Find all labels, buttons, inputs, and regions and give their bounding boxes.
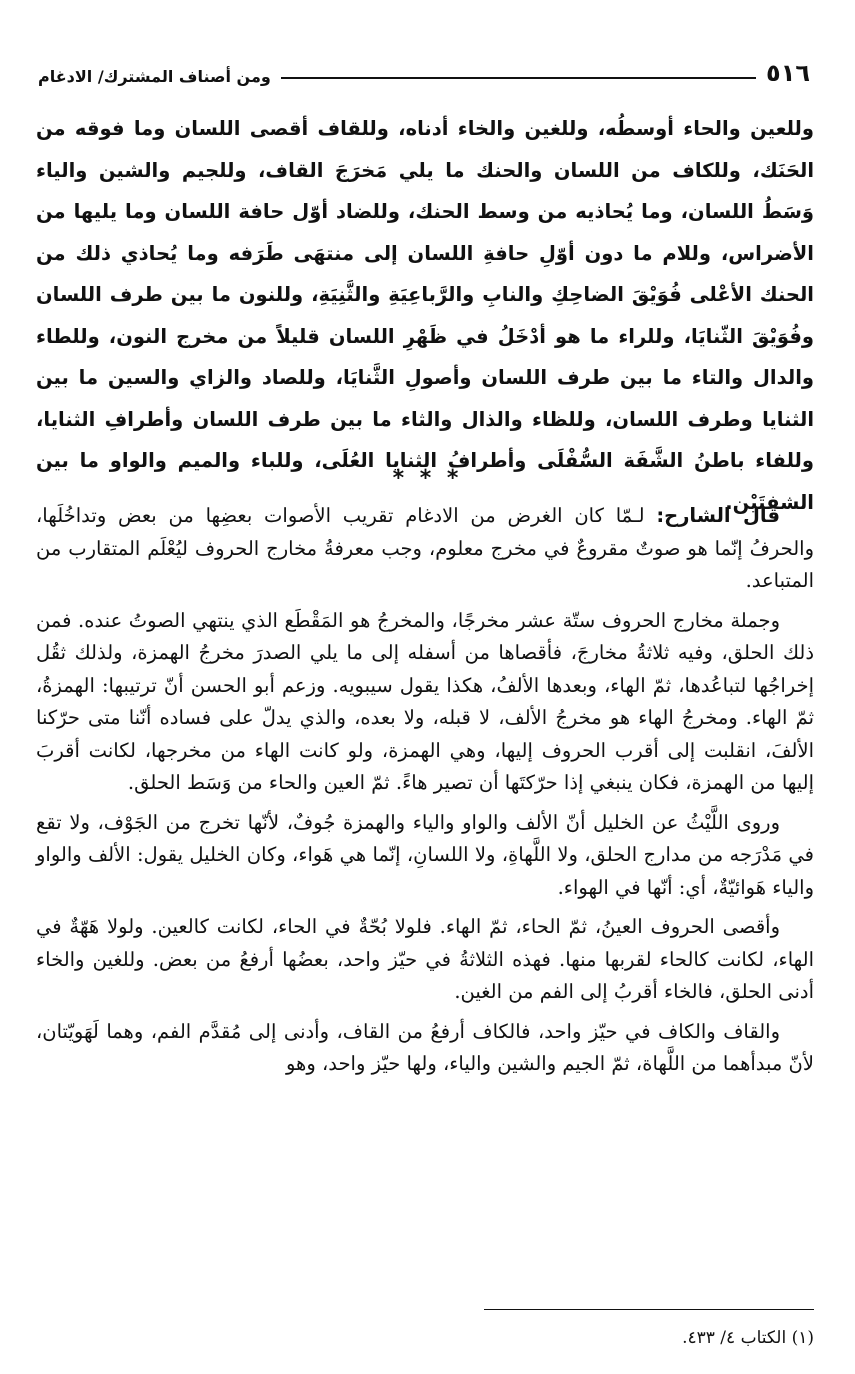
commentary-lead: قال الشارح: [656,504,780,527]
page-number: ٥١٦ [766,59,810,87]
commentary-paragraph-1-text: لـمّا كان الغرض من الادغام تقريب الأصوات بعضِها من بعض وتداخُلَها، والحرفُ إنّما هو صوتٌ مقروعٌ في مخرج معلوم، وجب معرفةُ مخارج الحروف ليُعْلَم المتقارب من المتباعد. [36,504,814,592]
commentary-paragraph-1 [36,500,814,598]
commentary-paragraph-5: والقاف والكاف في حيّز واحد، فالكاف أرفعُ من القاف، وأدنى إلى مُقدَّم الفم، وهما لَهَويّتان، لأنّ مبدأهما من اللَّهاة، ثمّ الجيم والشين والياء، ولها حيّز واحد، وهو [36,1019,814,1075]
commentary-paragraph-2: وجملة مخارج الحروف ستّة عشر مخرجًا، والمخرجُ هو المَقْطَع الذي ينتهي الصوتُ عنده. فمن ذلك الحلق، وفيه ثلاثةُ مخارجَ، فأقصاها من أسفله إلى ما يلي الصدرَ مخرجُ الهمزة، ولذلك ثقُل إخراجُها لتباعُدها، ثمّ الهاء، وبعدها الألفُ، هكذا يقول سيبويه. وزعم أبو الحسن أنّ ترتيبها: الهمزةُ، ثمّ الهاء. ومخرجُ الهاء هو مخرجُ الألف، لا قبله، ولا بعده، والذي يدلّ على فساده أنّنا متى حرّكنا الألفَ، انقلبت إلى أقرب الحروف إليها، وهي الهمزة، ولو كانت الهاء من مخرجها، لكانت أقربَ إليها من الهمزة، فكان ينبغي إذا حرّكتَها أن تصير هاءً. ثمّ العين والحاء من وَسَط الحلق. [36,608,814,794]
matn-text: وللعين والحاء أوسطُه، وللغين والخاء أدناه، وللقاف أقصى اللسان وما فوقه من الحَنَك، وللكاف من اللسان والحنك ما يلي مَخرَجَ القاف، وللجيم والشين والياء وَسَطُ اللسان، وما يُحاذيه من وسط الحنك، وللضاد أوّل حافة اللسان وما يليها من الأضراس، وللام ما دون أوّلِ حافةِ اللسان إلى منتهَى طَرَفه وما يُحاذي ذلك من الحنك الأعْلى فُوَيْقَ الضاحِكِ والنابِ والرَّباعِيَةِ والثَّنِيَةِ، وللنون ما بين طرف اللسان وفُوَيْقَ الثّنايَا، وللراء ما هو أدْخَلُ في ظَهْرِ اللسان قليلاً من مخرج النون، وللطاء والدال والتاء ما بين طرف اللسان وأصولِ الثَّنايَا، وللصاد والزاي والسين ما بين الثنايا وطرف اللسان، وللظاء والذال والثاء ما بين طرف اللسان وأطرافِ الثنايا، وللفاء باطنُ الشَّفَة السُّفْلَى وأطرافُ الثنايا العُلَى، وللباء والميم والواو ما بين الشفتَيْن. [36,117,814,514]
commentary-paragraph-4: وأقصى الحروف العينُ، ثمّ الحاء، ثمّ الهاء. فلولا بُحّةٌ في الحاء، لكانت كالعين. ولولا هَهّةٌ في الهاء، لكانت كالحاء لقربها منها. فهذه الثلاثةُ في حيّز واحد، بعضُها أرفعُ من بعض. وللغين والخاء أدنى الحلق، فالخاء أقربُ إلى الفم من الغين. [36,915,814,1003]
footnote: (١) الكتاب ٤/ ٤٣٣. [682,1328,814,1348]
commentary [36,500,814,1088]
footnote-rule [484,1309,814,1310]
running-title: ومن أصناف المشترك/ الادغام [38,67,271,86]
header-rule [281,77,756,79]
commentary-paragraph-3: وروى اللَّيْثُ عن الخليل أنّ الألف والواو والياء والهمزة جُوفٌ، لأنّها تخرج من الجَوْف، ولا تقع في مَدْرَجه من مدارج الحلق، ولا اللَّهاةِ، ولا اللسانِ، إنّما هي هَواء، وكان الخليل يقول: الألف والواو والياء هَوائيّةٌ، أي: أنّها في الهواء. [36,810,814,899]
page-header [38,52,810,88]
section-separator: * * * [392,466,463,491]
